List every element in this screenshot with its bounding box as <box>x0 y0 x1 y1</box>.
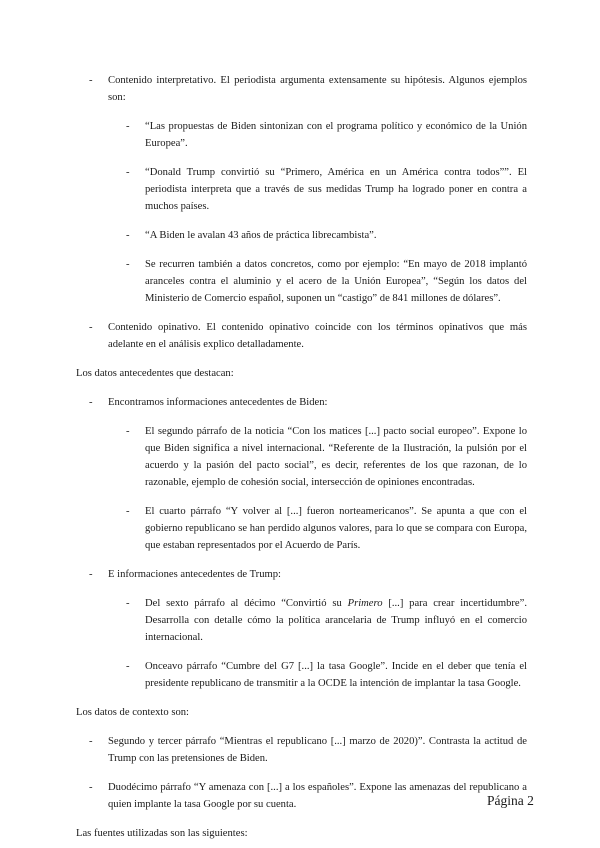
list-dash: - <box>126 259 130 270</box>
list-dash: - <box>89 397 93 408</box>
item-text: Contenido opinativo. El contenido opinativo coincide con los términos opinativos que más adelante en el análisis explico detalladamente. <box>108 322 527 350</box>
item-text: El segundo párrafo de la noticia “Con los matices [...] pacto social europeo”. Expone lo que Biden significa a nivel internacional. “Referente de la Ilustración, la pulsión por el acuerdo y la pasión del pacto social”, es decir, referentes de los que razonan, de lo razonable, ejemplo de cohesión social, intersección de opiniones encontradas. <box>145 426 527 488</box>
list-dash: - <box>89 782 93 793</box>
para-datos-contexto <box>76 704 527 721</box>
list-dash: - <box>126 426 130 437</box>
item-text: “Donald Trump convirtió su “Primero, América en un América contra todos””. El periodista interpreta que a través de sus medidas Trump ha logrado poner en contra a muchos países. <box>145 167 527 212</box>
list-dash: - <box>126 661 130 672</box>
list-dash: - <box>126 167 130 178</box>
item-onceavo-parrafo <box>126 658 527 692</box>
item-ejemplo-trump-primero <box>126 164 527 215</box>
item-text: Encontramos informaciones antecedentes de Biden: <box>108 397 328 408</box>
list-dash: - <box>89 569 93 580</box>
item-sexto-decimo <box>126 595 527 646</box>
list-dash: - <box>126 506 130 517</box>
list-dash: - <box>126 230 130 241</box>
item-cuarto-parrafo <box>126 503 527 554</box>
item-ejemplo-43-anos <box>126 227 527 244</box>
item-contenido-interpretativo <box>89 72 527 106</box>
item-text: Contenido interpretativo. El periodista argumenta extensamente su hipótesis. Algunos ejemplos son: <box>108 75 527 103</box>
item-text: El cuarto párrafo “Y volver al [...] fueron norteamericanos”. Se apunta a que con el gobierno republicano se han perdido algunos valores, para lo que se compara con Europa, que estaban representados por el Acuerdo de París. <box>145 506 527 551</box>
text-run: Del sexto párrafo al décimo “Convirtió su <box>145 598 348 609</box>
item-text: Se recurren también a datos concretos, como por ejemplo: “En mayo de 2018 implantó aranceles contra el aluminio y el acero de la Unión Europea”, “Según los datos del Ministerio de Comercio español, suponen un “castigo” de 841 millones de dólares”. <box>145 259 527 304</box>
list-dash: - <box>89 736 93 747</box>
item-text: Onceavo párrafo “Cumbre del G7 [...] la tasa Google”. Incide en el deber que tenía el presidente republicano de transmitir a la OCDE la intención de implantar la tasa Google. <box>145 661 527 689</box>
item-ejemplo-datos-concretos <box>126 256 527 307</box>
item-text: “Las propuestas de Biden sintonizan con el programa político y económico de la Unión Europea”. <box>145 121 527 149</box>
item-text: Duodécimo párrafo “Y amenaza con [...] a los españoles”. Expone las amenazas del republicano a quien implante la tasa Google por su cuenta. <box>108 782 527 810</box>
list-dash: - <box>89 322 93 333</box>
item-antecedentes-biden <box>89 394 527 411</box>
item-text: E informaciones antecedentes de Trump: <box>108 569 281 580</box>
item-contenido-opinativo <box>89 319 527 353</box>
list-dash: - <box>126 598 130 609</box>
list-dash: - <box>126 121 130 132</box>
page-number: Página 2 <box>487 793 534 808</box>
item-text: Las fuentes utilizadas son las siguientes: <box>76 828 248 839</box>
document-body <box>76 72 527 842</box>
item-ejemplo-propuestas <box>126 118 527 152</box>
para-fuentes <box>76 825 527 842</box>
item-text: Los datos antecedentes que destacan: <box>76 368 234 379</box>
item-antecedentes-trump <box>89 566 527 583</box>
item-text: Segundo y tercer párrafo “Mientras el republicano [...] marzo de 2020)”. Contrasta la actitud de Trump con las pretensiones de Biden. <box>108 736 527 764</box>
para-datos-antecedentes <box>76 365 527 382</box>
item-segundo-tercer-parrafo <box>89 733 527 767</box>
list-dash: - <box>89 75 93 86</box>
emphasis-text: Primero <box>347 598 383 609</box>
item-segundo-parrafo <box>126 423 527 491</box>
item-text: Los datos de contexto son: <box>76 707 189 718</box>
item-duodecimo-parrafo <box>89 779 527 813</box>
text-run: [...] para crear incertidumbre”. Desarrolla con detalle cómo la política arancelaria de Trump influyó en el comercio internacional. <box>145 598 527 643</box>
item-text: “A Biden le avalan 43 años de práctica librecambista”. <box>145 230 377 241</box>
